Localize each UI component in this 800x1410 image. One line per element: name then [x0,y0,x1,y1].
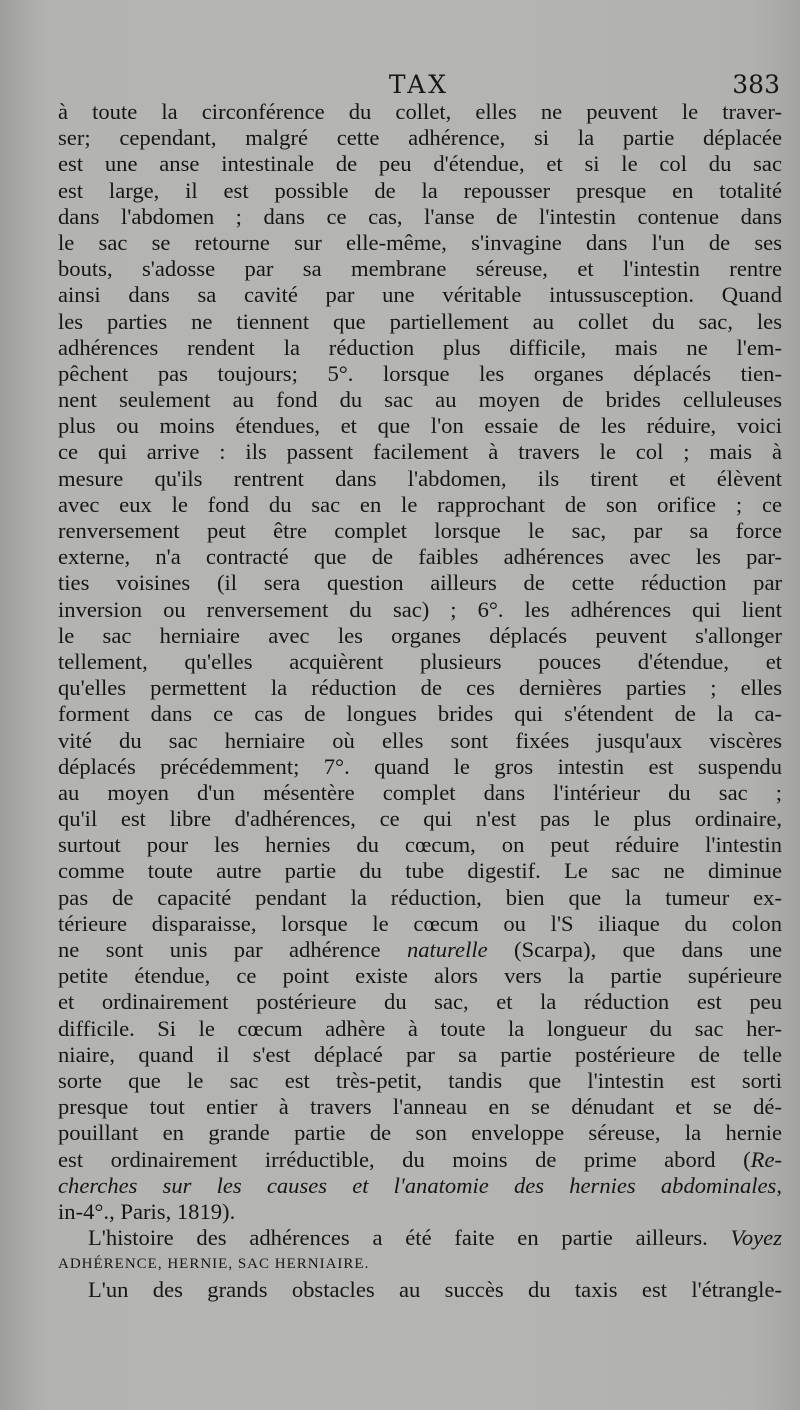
text-line: térieure disparaisse, lorsque le cœcum ou l'S iliaque du colon [58,910,782,936]
text-segment: est ordinairement irréductible, du moins de prime abord ( [58,1146,751,1172]
text-segment: L'histoire des adhérences a été faite en partie ailleurs. [88,1225,731,1251]
text-line: ties voisines (il sera question ailleurs de cette réduction par [58,570,782,596]
text-segment: ne sont unis par adhérence [58,937,381,962]
text-line: petite étendue, ce point existe alors vers la partie supérieure [58,963,782,989]
text-line: ser; cependant, malgré cette adhérence, si la partie déplacée [58,125,782,151]
text-line: pêchent pas toujours; 5°. lorsque les organes déplacés tien- [58,360,782,386]
text-line: ainsi dans sa cavité par une véritable intussusception. Quand [58,282,782,308]
text-line: pouillant en grande partie de son enveloppe séreuse, la hernie [58,1120,782,1146]
text-line: tellement, qu'elles acquièrent plusieurs pouces d'étendue, et [58,648,782,674]
text-line [58,1173,782,1199]
text-line: déplacés précédemment; 7°. quand le gros intestin est suspendu [58,753,782,779]
citation-title: Re- [750,1146,782,1172]
text-line: le sac se retourne sur elle-même, s'invagine dans l'un de ses [58,229,782,255]
italic-term-naturelle: naturelle [406,937,488,962]
text-line: dans l'abdomen ; dans ce cas, l'anse de l'intestin contenue dans [58,203,782,229]
text-line: plus ou moins étendues, et que l'on essaie de les réduire, voici [58,413,782,439]
text-line: est une anse intestinale de peu d'étendue, et si le col du sac [58,151,782,177]
text-line: renversement peut être complet lorsque le sac, par sa force [58,518,782,543]
text-line: niaire, quand il s'est déplacé par sa partie postérieure de telle [58,1041,782,1067]
text-line: ce qui arrive : ils passent facilement à travers le col ; mais à [58,439,782,465]
text-segment: , [776,1172,782,1198]
text-line: pas de capacité pendant la réduction, bien que la tumeur ex- [58,884,782,910]
text-line [58,937,782,963]
citation-title: cherches sur les causes et l'anatomie des hernies abdominales [58,1172,777,1198]
text-line: comme toute autre partie du tube digestif. Le sac ne diminue [58,858,782,884]
text-line: nent seulement au fond du sac au moyen de brides celluleuses [58,387,782,413]
text-line: inversion ou renversement du sac) ; 6°. les adhérences qui lient [58,596,782,622]
text-line: à toute la circonférence du collet, elles ne peuvent le traver- [58,99,782,124]
running-head: TAX [388,70,450,99]
cross-reference: ADHÉRENCE, HERNIE, SAC HERNIAIRE. [58,1256,370,1273]
text-line: adhérences rendent la réduction plus difficile, mais ne l'em- [58,334,782,360]
text-line: au moyen d'un mésentère complet dans l'intérieur du sac ; [58,779,782,805]
text-line [58,1147,782,1173]
text-line: mesure qu'ils rentrent dans l'abdomen, ils tirent et élèvent [58,465,782,491]
text-line: et ordinairement postérieure du sac, et la réduction est peu [58,989,782,1015]
text-line: L'un des grands obstacles au succès du taxis est l'étrangle- [88,1277,782,1303]
text-line: externe, n'a contracté que de faibles adhérences avec les par- [58,544,782,570]
body-text [58,99,782,1304]
text-line: forment dans ce cas de longues brides qui s'étendent de la ca- [58,701,782,727]
text-line: est large, il est possible de la repousser presque en totalité [58,177,782,203]
text-line: sorte que le sac est très-petit, tandis que l'intestin est sorti [58,1067,782,1093]
text-line: bouts, s'adosse par sa membrane séreuse, et l'intestin rentre [58,256,782,282]
text-line: les parties ne tiennent que partiellement au collet du sac, les [58,308,782,334]
page-number: 383 [732,70,780,99]
text-line: avec eux le fond du sac en le rapprochant de son orifice ; ce [58,491,782,517]
text-line: difficile. Si le cœcum adhère à toute la longueur du sac her- [58,1015,782,1041]
text-line: surtout pour les hernies du cœcum, on peut réduire l'intestin [58,832,782,858]
text-line: qu'il est libre d'adhérences, ce qui n'est pas le plus ordinaire, [58,806,782,832]
text-line: le sac herniaire avec les organes déplacés peuvent s'allonger [58,622,782,648]
text-segment: (Scarpa), que dans une [487,937,782,962]
text-line: qu'elles permettent la réduction de ces dernières parties ; elles [58,675,782,701]
text-line: presque tout entier à travers l'anneau en se dénudant et se dé- [58,1094,782,1120]
text-line: in-4°., Paris, 1819). [58,1198,236,1224]
text-line [58,1225,782,1251]
voyez-label: Voyez [730,1225,782,1251]
text-line: vité du sac herniaire où elles sont fixées jusqu'aux viscères [58,727,782,753]
